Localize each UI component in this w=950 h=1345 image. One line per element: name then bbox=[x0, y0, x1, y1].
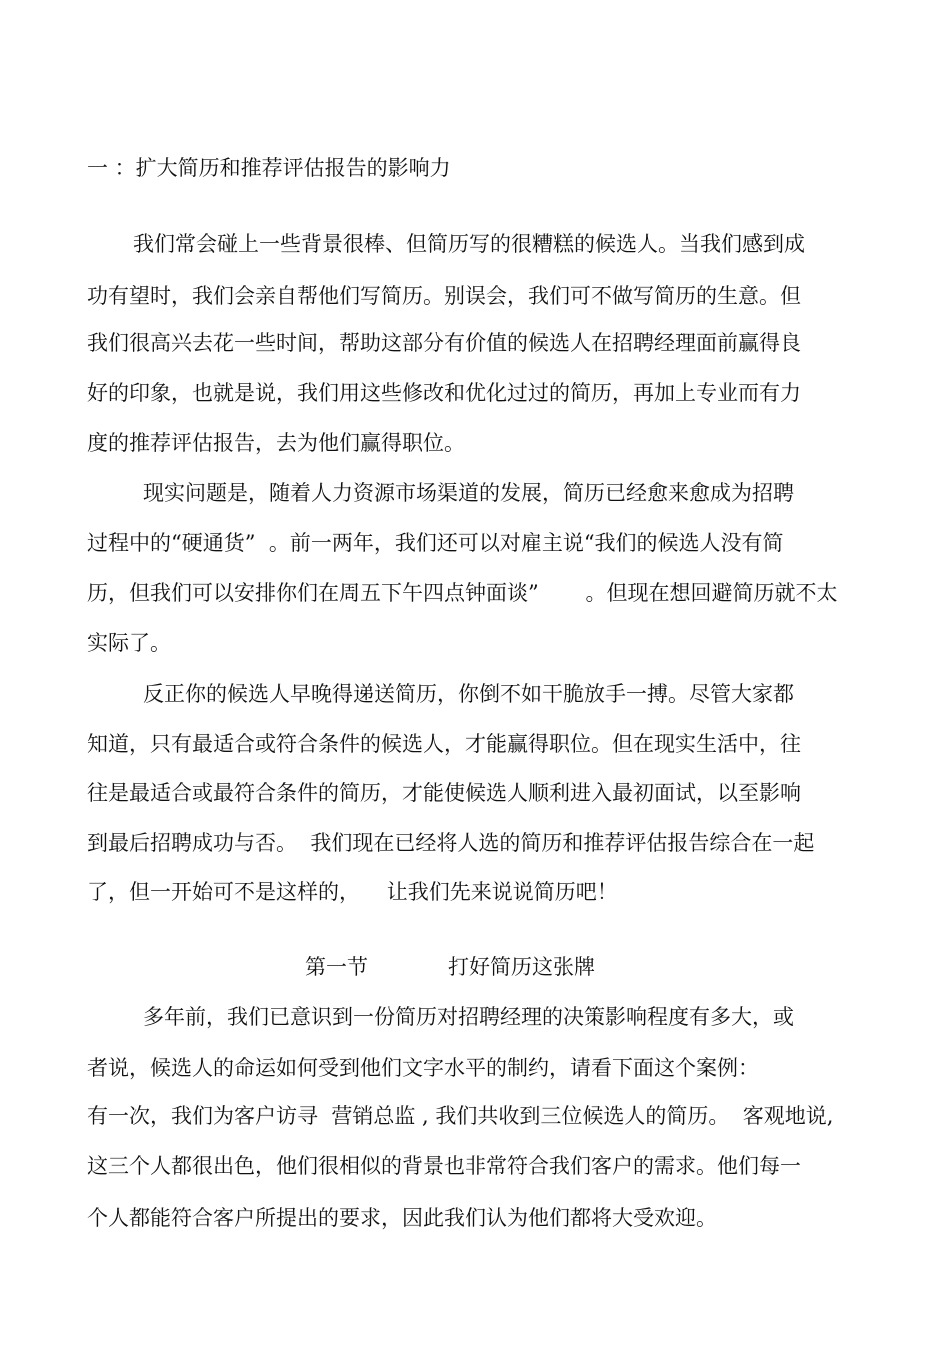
paragraph-line: 这三个人都很出色，他们很相似的背景也非常符合我们客户的需求。他们每一 bbox=[87, 1154, 801, 1178]
paragraph-line: 到最后招聘成功与否。 我们现在已经将人选的简历和推荐评估报告综合在一起 bbox=[87, 831, 815, 855]
paragraph-line: 知道，只有最适合或符合条件的候选人，才能赢得职位。但在现实生活中，往 bbox=[87, 732, 801, 756]
section-heading: 一 ：扩大简历和推荐评估报告的影响力 bbox=[87, 156, 451, 180]
section-label: 第一节 bbox=[305, 955, 368, 979]
paragraph-line: 度的推荐评估报告，去为他们赢得职位。 bbox=[87, 431, 465, 455]
paragraph-line: 有一次，我们为客户访寻 营销总监 , 我们共收到三位候选人的简历。 客观地说, bbox=[87, 1104, 834, 1128]
section-title: 打好简历这张牌 bbox=[448, 955, 595, 979]
paragraph-line: 了，但一开始可不是这样的， 让我们先来说说简历吧！ bbox=[87, 880, 618, 904]
paragraph-line: 往是最适合或最符合条件的简历，才能使候选人顺利进入最初面试，以至影响 bbox=[87, 781, 801, 805]
paragraph-line: 多年前，我们已意识到一份简历对招聘经理的决策影响程度有多大，或 bbox=[143, 1005, 794, 1029]
paragraph-line: 历，但我们可以安排你们在周五下午四点钟面谈” 。但现在想回避简历就不太 bbox=[87, 581, 838, 605]
paragraph-line: 者说，候选人的命运如何受到他们文字水平的制约，请看下面这个案例： bbox=[87, 1056, 759, 1080]
paragraph-line: 实际了。 bbox=[87, 631, 171, 655]
paragraph-line: 好的印象，也就是说，我们用这些修改和优化过过的简历，再加上专业而有力 bbox=[87, 381, 801, 405]
paragraph-line: 现实问题是，随着人力资源市场渠道的发展，简历已经愈来愈成为招聘 bbox=[143, 481, 794, 505]
paragraph-line: 我们很高兴去花一些时间，帮助这部分有价值的候选人在招聘经理面前赢得良 bbox=[87, 331, 801, 355]
paragraph-line: 功有望时，我们会亲自帮他们写简历。别误会，我们可不做写简历的生意。但 bbox=[87, 284, 801, 308]
paragraph-line: 反正你的候选人早晚得递送简历，你倒不如干脆放手一搏。尽管大家都 bbox=[143, 682, 794, 706]
paragraph-line: 我们常会碰上一些背景很棒、但简历写的很糟糕的候选人。当我们感到成 bbox=[133, 232, 805, 256]
paragraph-line: 个人都能符合客户所提出的要求，因此我们认为他们都将大受欢迎。 bbox=[87, 1206, 717, 1230]
paragraph-line: 过程中的“硬通货” 。前一两年，我们还可以对雇主说“我们的候选人没有简 bbox=[87, 531, 784, 555]
